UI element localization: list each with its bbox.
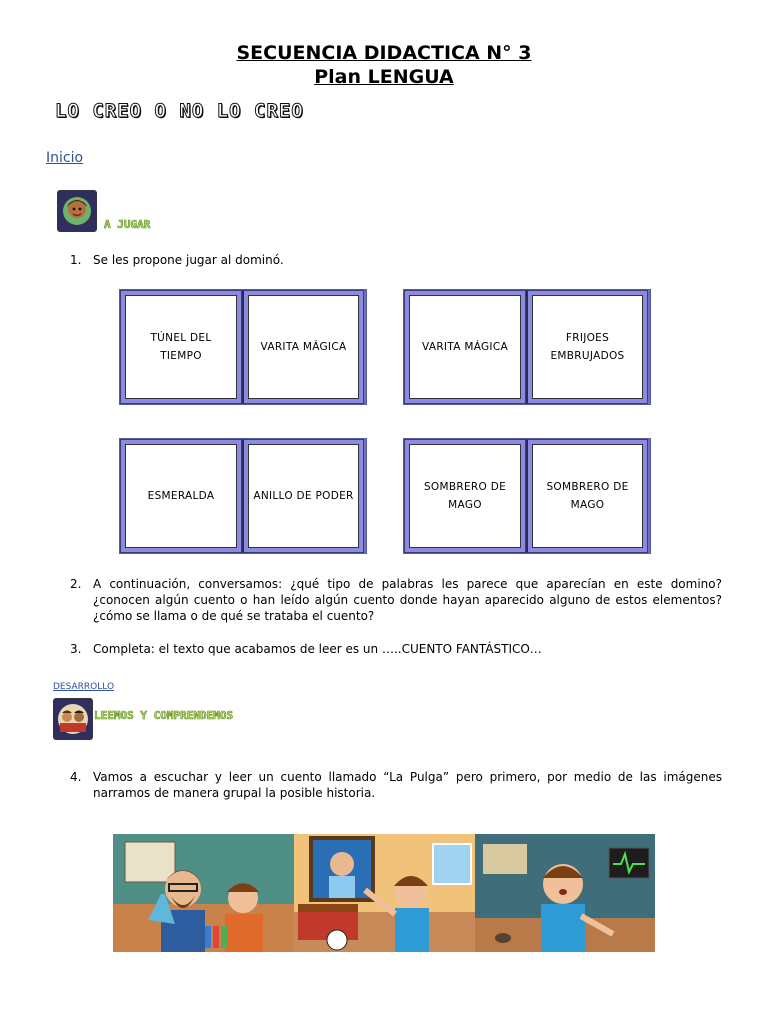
domino-card-text: FRIJOES EMBRUJADOS xyxy=(532,295,643,399)
domino-card xyxy=(242,290,364,404)
item-text: Completa: el texto que acabamos de leer es un …..CUENTO FANTÁSTICO… xyxy=(93,642,542,656)
domino-card-text: ANILLO DE PODER xyxy=(248,444,359,548)
decorative-title: LO CREO O NO LO CREO xyxy=(55,100,304,122)
domino-card-text: VARITA MÁGICA xyxy=(248,295,359,399)
title-line-1: SECUENCIA DIDACTICA N° 3 xyxy=(236,42,532,64)
domino-tile xyxy=(119,438,367,554)
item-text: Vamos a escuchar y leer un cuento llamado “La Pulga” pero primero, por medio de las imágenes narramos de manera grupal la posible historia. xyxy=(93,770,722,800)
domino-card xyxy=(404,290,526,404)
item-3 xyxy=(70,641,722,657)
title-line-2: Plan LENGUA xyxy=(314,66,454,88)
item-number: 3. xyxy=(70,642,82,656)
domino-tile xyxy=(403,289,651,405)
item-text: Se les propone jugar al dominó. xyxy=(93,253,284,267)
leemos-icon xyxy=(53,698,93,740)
inicio-link[interactable]: Inicio xyxy=(46,150,84,166)
item-text: A continuación, conversamos: ¿qué tipo de palabras les parece que aparecían en este domino? ¿conocen algún cuento o han leído algún cuento donde hayan aparecido alguno de estos elementos? ¿cómo se llama o de qué se trataba el cuento? xyxy=(93,577,722,623)
domino-tile xyxy=(119,289,367,405)
domino-card xyxy=(404,439,526,553)
item-1 xyxy=(70,252,722,268)
domino-card-text: ESMERALDA xyxy=(125,444,237,548)
domino-card-text: SOMBRERO DE MAGO xyxy=(532,444,643,548)
domino-card-text: VARITA MÁGICA xyxy=(409,295,521,399)
item-4 xyxy=(70,769,722,801)
item-number: 2. xyxy=(70,577,82,591)
item-2 xyxy=(70,576,722,624)
item-number: 4. xyxy=(70,770,82,784)
domino-card xyxy=(526,439,648,553)
domino-card xyxy=(526,290,648,404)
jugar-icon xyxy=(57,190,97,232)
story-illustration xyxy=(113,834,655,952)
domino-card xyxy=(120,290,242,404)
domino-card-text: SOMBRERO DE MAGO xyxy=(409,444,521,548)
item-number: 1. xyxy=(70,253,82,267)
domino-card-text: TÚNEL DEL TIEMPO xyxy=(125,295,237,399)
domino-card xyxy=(242,439,364,553)
domino-tile xyxy=(403,438,651,554)
desarrollo-link[interactable]: DESARROLLO xyxy=(53,682,115,692)
jugar-label: A JUGAR xyxy=(104,218,151,231)
domino-card xyxy=(120,439,242,553)
leemos-label: LEEMOS Y COMPRENDEMOS xyxy=(94,709,234,722)
